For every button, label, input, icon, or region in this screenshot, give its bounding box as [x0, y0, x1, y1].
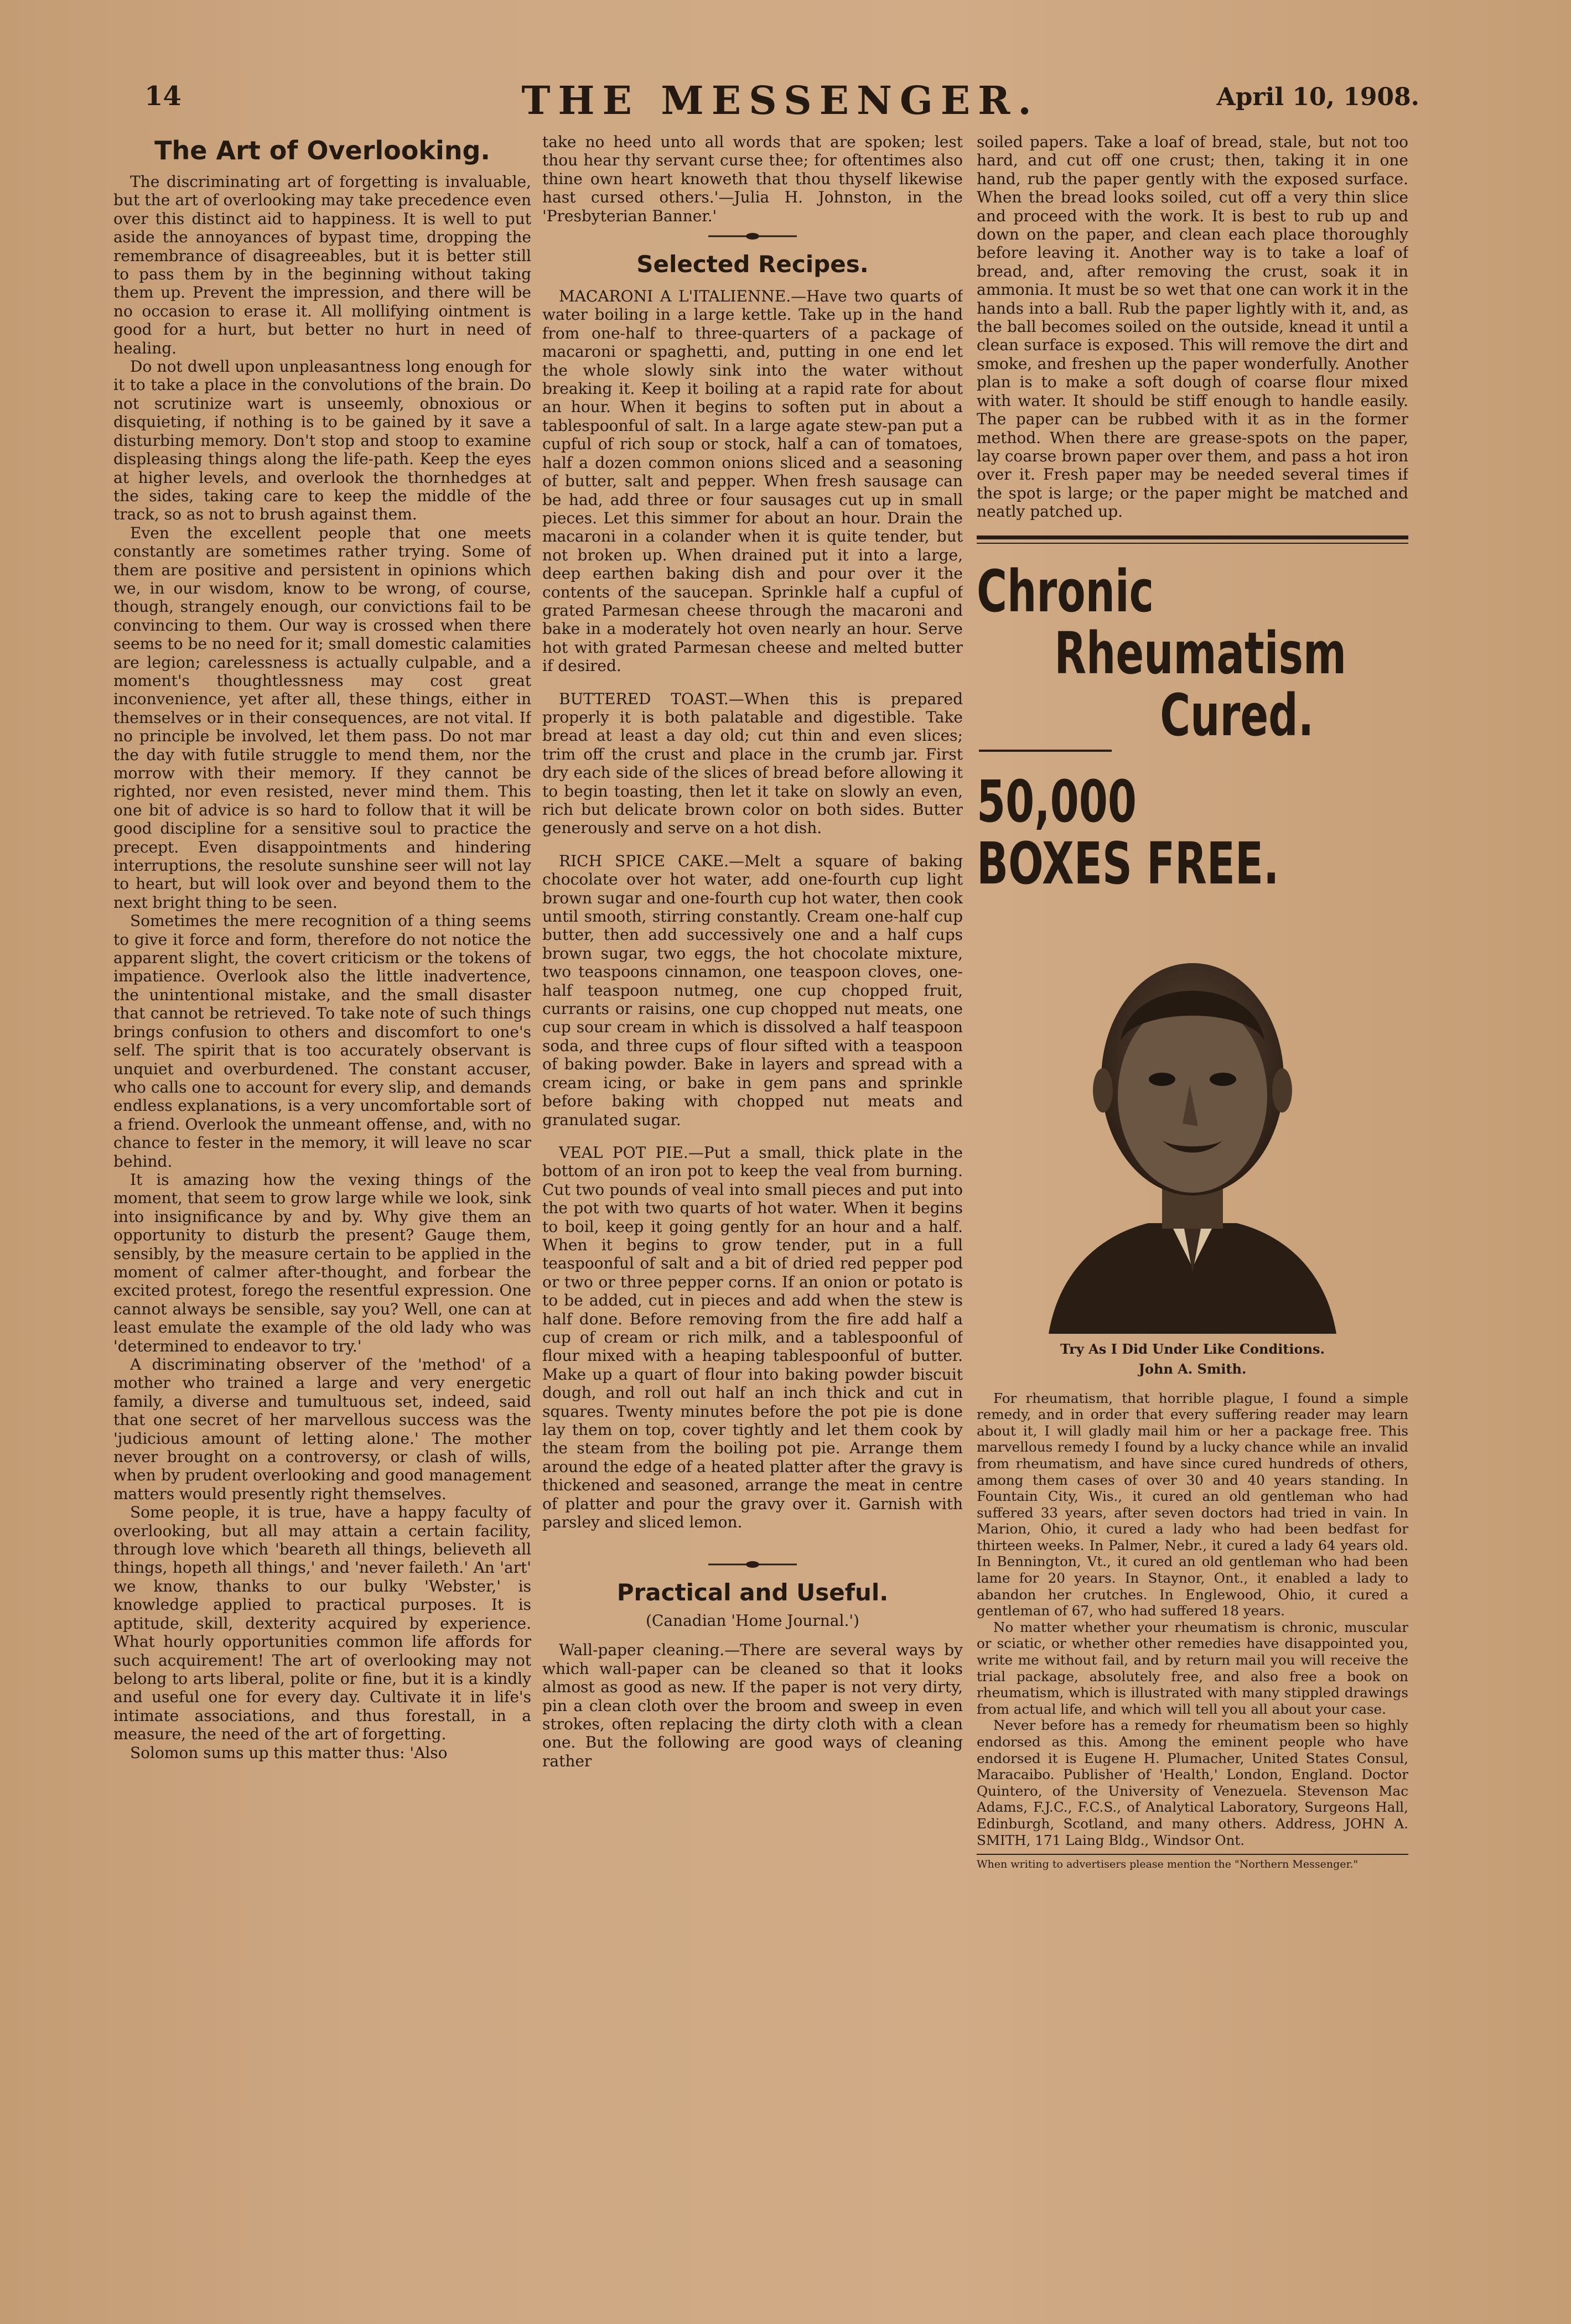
issue-date: April 10, 1908. — [1216, 83, 1419, 111]
recipe-rich-spice-cake: RICH SPICE CAKE.—Melt a square of baking chocolate over hot water, add one-fourth cup light brown sugar and one-fourth cup hot water, then cook until smooth, stirring constantly. Cream one-half cup butter, then add successively one and a half cups brown sugar, two eggs, the hot chocolate mixture, two teaspoons cinnamon, one teaspoon cloves, one-half teaspoon nutmeg, one cup chopped fruit, currants or raisins, one cup chopped nut meats, one cup sour cream in which is dissolved a half teaspoon soda, and three cups of flour sifted with a teaspoon of baking powder. Bake in layers and spread with a cream icing, or bake in gem pans and sprinkle before baking with chopped nut meats and granulated sugar. — [542, 851, 963, 1129]
divider-ornament — [697, 225, 808, 247]
recipe-macaroni: MACARONI A L'ITALIENNE.—Have two quarts of water boiling in a large kettle. Take up in the hand from one-half to three-quarters of a package of macaroni or spaghetti, and, putting in one end let the whole slowly sink into the water without breaking it. Keep it boiling at a rapid rate for about an hour. When it begins to soften put in about a tablespoonful of salt. In a large agate stew-pan put a cupful of rich soup or stock, half a can of tomatoes, half a dozen common onions sliced and a seasoning of butter, salt and pepper. When fresh sausage can be had, add three or four sausages cut up in small pieces. Let this simmer for about an hour. Drain the macaroni in a colander when it is quite tender, but not broken up. When drained put it into a large, deep earthen baking dish and pour over it the contents of the saucepan. Sprinkle half a cupful of grated Parmesan cheese through the macaroni and bake in a moderately hot oven nearly an hour. Serve hot with grated Parmesan cheese and melted butter if desired. — [542, 287, 963, 675]
column-1 — [113, 133, 531, 2268]
article-paragraph: Even the excellent people that one meets constantly are sometimes rather trying. Some of them are positive and persistent in opinions which we, in our wisdom, know to be wrong, of course, though, strangely enough, our convictions fail to be convincing to them. Our way is crossed when there seems to be no need for it; small domestic calamities are legion; carelessness is actually culpable, and a moment's thoughtlessness may cost great inconvenience, yet after all, these things, either in themselves or in their consequences, are not vital. If no principle be involved, let them pass. Do not mar the day with futile struggle to mend them, nor the morrow with their memory. If they cannot be righted, nor even resisted, never mind them. This one bit of advice is so hard to follow that it will be good discipline for a sensitive soul to practice the precept. Even disappointments and hindering interruptions, the resolute sunshine seer will not lay to heart, but will look over and beyond them to the next bright thing to be seen. — [113, 523, 531, 912]
article-paragraph: The discriminating art of forgetting is invaluable, but the art of overlooking may take precedence even over this distinct aid to happiness. It is well to put aside the annoyances of bypast time, dropping the remembrance of disagreeables, but it is better still to pass them by in the beginning without taking them up. Prevent the impression, and there will be no occasion to erase it. All mollifying ointment is good for a hurt, but better no hurt in need of healing. — [113, 173, 531, 357]
column-2 — [542, 133, 963, 2268]
portrait-engraving — [1038, 913, 1347, 1334]
recipe-buttered-toast: BUTTERED TOAST.—When this is prepared properly it is both palatable and digestible. Take bread at least a day old; cut thin and even slices; trim off the crust and place in the crumb jar. First dry each side of the slices of bread before allowing it to begin toasting, then let it take on slowly an even, rich but delicate brown color on both sides. Butter generously and serve on a hot dish. — [542, 689, 963, 838]
section-title-selected-recipes: Selected Recipes. — [636, 251, 869, 278]
paper-title: THE MESSENGER. — [521, 77, 1039, 123]
ad-offer-count: 50,000 — [977, 767, 1137, 835]
ad-top-rule — [977, 535, 1408, 539]
ad-headline-rheumatism: Rheumatism — [1054, 619, 1347, 687]
article-paragraph: Do not dwell upon unpleasantness long enough for it to take a place in the convolutions of the brain. Do not scrutinize wart is unseemly, obnoxious or disquieting, if nothing is to be gained by it save a disturbing memory. Don't stop and stoop to examine displeasing things along the life-path. Keep the eyes at higher levels, and overlook the thornhedges at the sides, taking care to keep the middle of the track, so as not to brush against them. — [113, 357, 531, 524]
ad-offer-boxes-free: BOXES FREE. — [977, 829, 1279, 897]
ad-headline-cured: Cured. — [1160, 681, 1314, 749]
footnote-rule — [977, 1854, 1408, 1855]
masthead — [141, 77, 1419, 133]
article-continuation: soiled papers. Take a loaf of bread, stale, but not too hard, and cut off one crust; then, taking it in one hand, rub the paper gently with the exposed surface. When the bread looks soiled, cut off a very thin slice and proceed with the work. It is best to rub up and down on the paper, and clean each place thoroughly before leaving it. Another way is to take a loaf of bread, and, after removing the crust, soak it in ammonia. It must be so wet that one can work it in the hands into a ball. Rub the paper lightly with it, and, as the ball becomes soiled on the outside, knead it until a clean surface is exposed. This will remove the dirt and smoke, and freshen up the paper wonderfully. Another plan is to make a soft dough of coarse flour mixed with water. It should be stiff enough to handle easily. The paper can be rubbed with it as in the former method. When there are grease-spots on the paper, lay coarse brown paper over them, and pass a hot iron over it. Fresh paper may be needed several times if the spot is large; or the paper might be matched and neatly patched up. — [977, 133, 1408, 521]
article-title-art-of-overlooking: The Art of Overlooking. — [154, 136, 490, 165]
article-continuation: take no heed unto all words that are spoken; lest thou hear thy servant curse thee; for oftentimes also thine own heart knoweth that thou thyself likewise hast cursed others.'—Julia H. Johnston, in the 'Presbyterian Banner.' — [542, 133, 963, 225]
ad-underline — [979, 750, 1112, 752]
section-source: (Canadian 'Home Journal.') — [646, 1611, 859, 1630]
page-number: 14 — [144, 81, 182, 112]
article-paragraph: Wall-paper cleaning.—There are several ways by which wall-paper can be cleaned so that it looks almost as good as new. If the paper is not very dirty, pin a clean cloth over the broom and sweep in even strokes, often replacing the dirty cloth with a clean one. But the following are good ways of cleaning rather — [542, 1641, 963, 1770]
ad-paragraph: Never before has a remedy for rheumatism been so highly endorsed as this. Among the eminent people who have endorsed it is Eugene H. Plumacher, United States Consul, Maracaibo. Publisher of 'Health,' London, England. Doctor Quintero, of the University of Venezuela. Stevenson Mac Adams, F.J.C., F.C.S., of Analytical Laboratory, Surgeons Hall, Edinburgh, Scotland, and many others. Address, JOHN A. SMITH, 171 Laing Bldg., Windsor Ont. — [977, 1717, 1408, 1848]
rheumatism-advertisement — [977, 535, 1408, 1871]
article-paragraph: It is amazing how the vexing things of the moment, that seem to grow large while we look, sink into insignificance by and by. Why give them an opportunity to disturb the present? Gauge them, sensibly, by the measure certain to be applied in the moment of calmer after-thought, and forbear the excited protest, forego the resentful expression. One cannot always be sensible, say you? Well, one can at least emulate the example of the old lady who was 'determined to endeavor to try.' — [113, 1170, 531, 1355]
article-paragraph: Sometimes the mere recognition of a thing seems to give it force and form, therefore do not notice the apparent slight, the covert criticism or the tokens of impatience. Overlook also the little inadvertence, the unintentional mistake, and the small disaster that cannot be retrieved. To take note of such things brings confusion to others and discomfort to one's self. The spirit that is too accurately observant is unquiet and overburdened. The constant accuser, who calls one to account for every slip, and demands endless explanations, is a very uncomfortable sort of a friend. Overlook the unmeant offense, and, with no chance to fester in the memory, it will leave no scar behind. — [113, 912, 531, 1171]
article-paragraph: Some people, it is true, have a happy faculty of overlooking, but all may attain a certain facility, through love which 'beareth all things, believeth all things, hopeth all things,' and 'never faileth.' An 'art' we know, thanks to our bulky 'Webster,' is knowledge applied to practical purposes. It is aptitude, skill, dexterity acquired by experience. What hourly opportunities common life affords for such acquirement! The art of overlooking may not belong to arts liberal, polite or fine, but it is a kindly and useful one for every day. Cultivate it in life's intimate associations, and thus forestall, in a measure, the need of the art of forgetting. — [113, 1503, 531, 1744]
article-paragraph: A discriminating observer of the 'method' of a mother who trained a large and very energetic family, a diverse and tumultuous set, indeed, said that one secret of her marvellous success was the 'judicious amount of letting alone.' The mother never brought on a controversy, or clash of wills, when by prudent overlooking and good management matters would presently right themselves. — [113, 1355, 531, 1503]
portrait-caption: Try As I Did Under Like Conditions. — [1060, 1340, 1325, 1357]
ad-top-rule-thin — [977, 543, 1408, 544]
column-3 — [977, 133, 1408, 2268]
portrait-name: John A. Smith. — [1138, 1360, 1247, 1377]
advertiser-footnote: When writing to advertisers please mention the "Northern Messenger." — [977, 1858, 1359, 1871]
article-paragraph: Solomon sums up this matter thus: 'Also — [130, 1743, 448, 1762]
recipe-veal-pot-pie: VEAL POT PIE.—Put a small, thick plate in the bottom of an iron pot to keep the veal from burning. Cut two pounds of veal into small pieces and put into the pot with two quarts of hot water. When it begins to boil, keep it going gently for an hour and a half. When it begins to grow tender, put in a full teaspoonful of salt and a bit of dried red pepper pod or two or three pepper corns. If an onion or potato is to be added, cut in pieces and add when the stew is half done. Before removing from the fire add half a cup of cream or rich milk, and a tablespoonful of flour mixed with a heaping tablespoonful of butter. Make up a quart of flour into baking powder biscuit dough, and roll out half an inch thick and cut in squares. Twenty minutes before the pot pie is done lay them on top, cover tightly and let them cook by the steam from the boiling pot pie. Arrange them around the edge of a heated platter after the gravy is thickened and seasoned, arrange the meat in centre of platter and pour the gravy over it. Garnish with parsley and sliced lemon. — [542, 1143, 963, 1532]
ad-body — [977, 1390, 1408, 1849]
ad-headline-chronic: Chronic — [977, 557, 1154, 625]
divider-ornament — [697, 1553, 808, 1576]
ad-paragraph: No matter whether your rheumatism is chronic, muscular or sciatic, or whether other remedies have disappointed you, write me without fail, and by return mail you will receive the trial package, absolutely free, and also free a book on rheumatism, which is illustrated with many stippled drawings from actual life, and which will tell you all about your case. — [977, 1619, 1408, 1717]
section-title-practical-and-useful: Practical and Useful. — [616, 1579, 889, 1606]
ad-paragraph: For rheumatism, that horrible plague, I found a simple remedy, and in order that every suffering reader may learn about it, I will gladly mail him or her a package free. This marvellous remedy I found by a lucky chance while an invalid from rheumatism, and have since cured hundreds of others, among them cases of over 30 and 40 years standing. In Fountain City, Wis., it cured an old gentleman who had suffered 33 years, after seven doctors had tried in vain. In Marion, Ohio, it cured a lady who had been bedfast for thirteen weeks. In Palmer, Nebr., it cured a lady 64 years old. In Bennington, Vt., it cured an old gentleman who had been lame for 20 years. In Staynor, Ont., it enabled a lady to abandon her crutches. In Englewood, Ohio, it cured a gentleman of 67, who had suffered 18 years. — [977, 1390, 1408, 1619]
